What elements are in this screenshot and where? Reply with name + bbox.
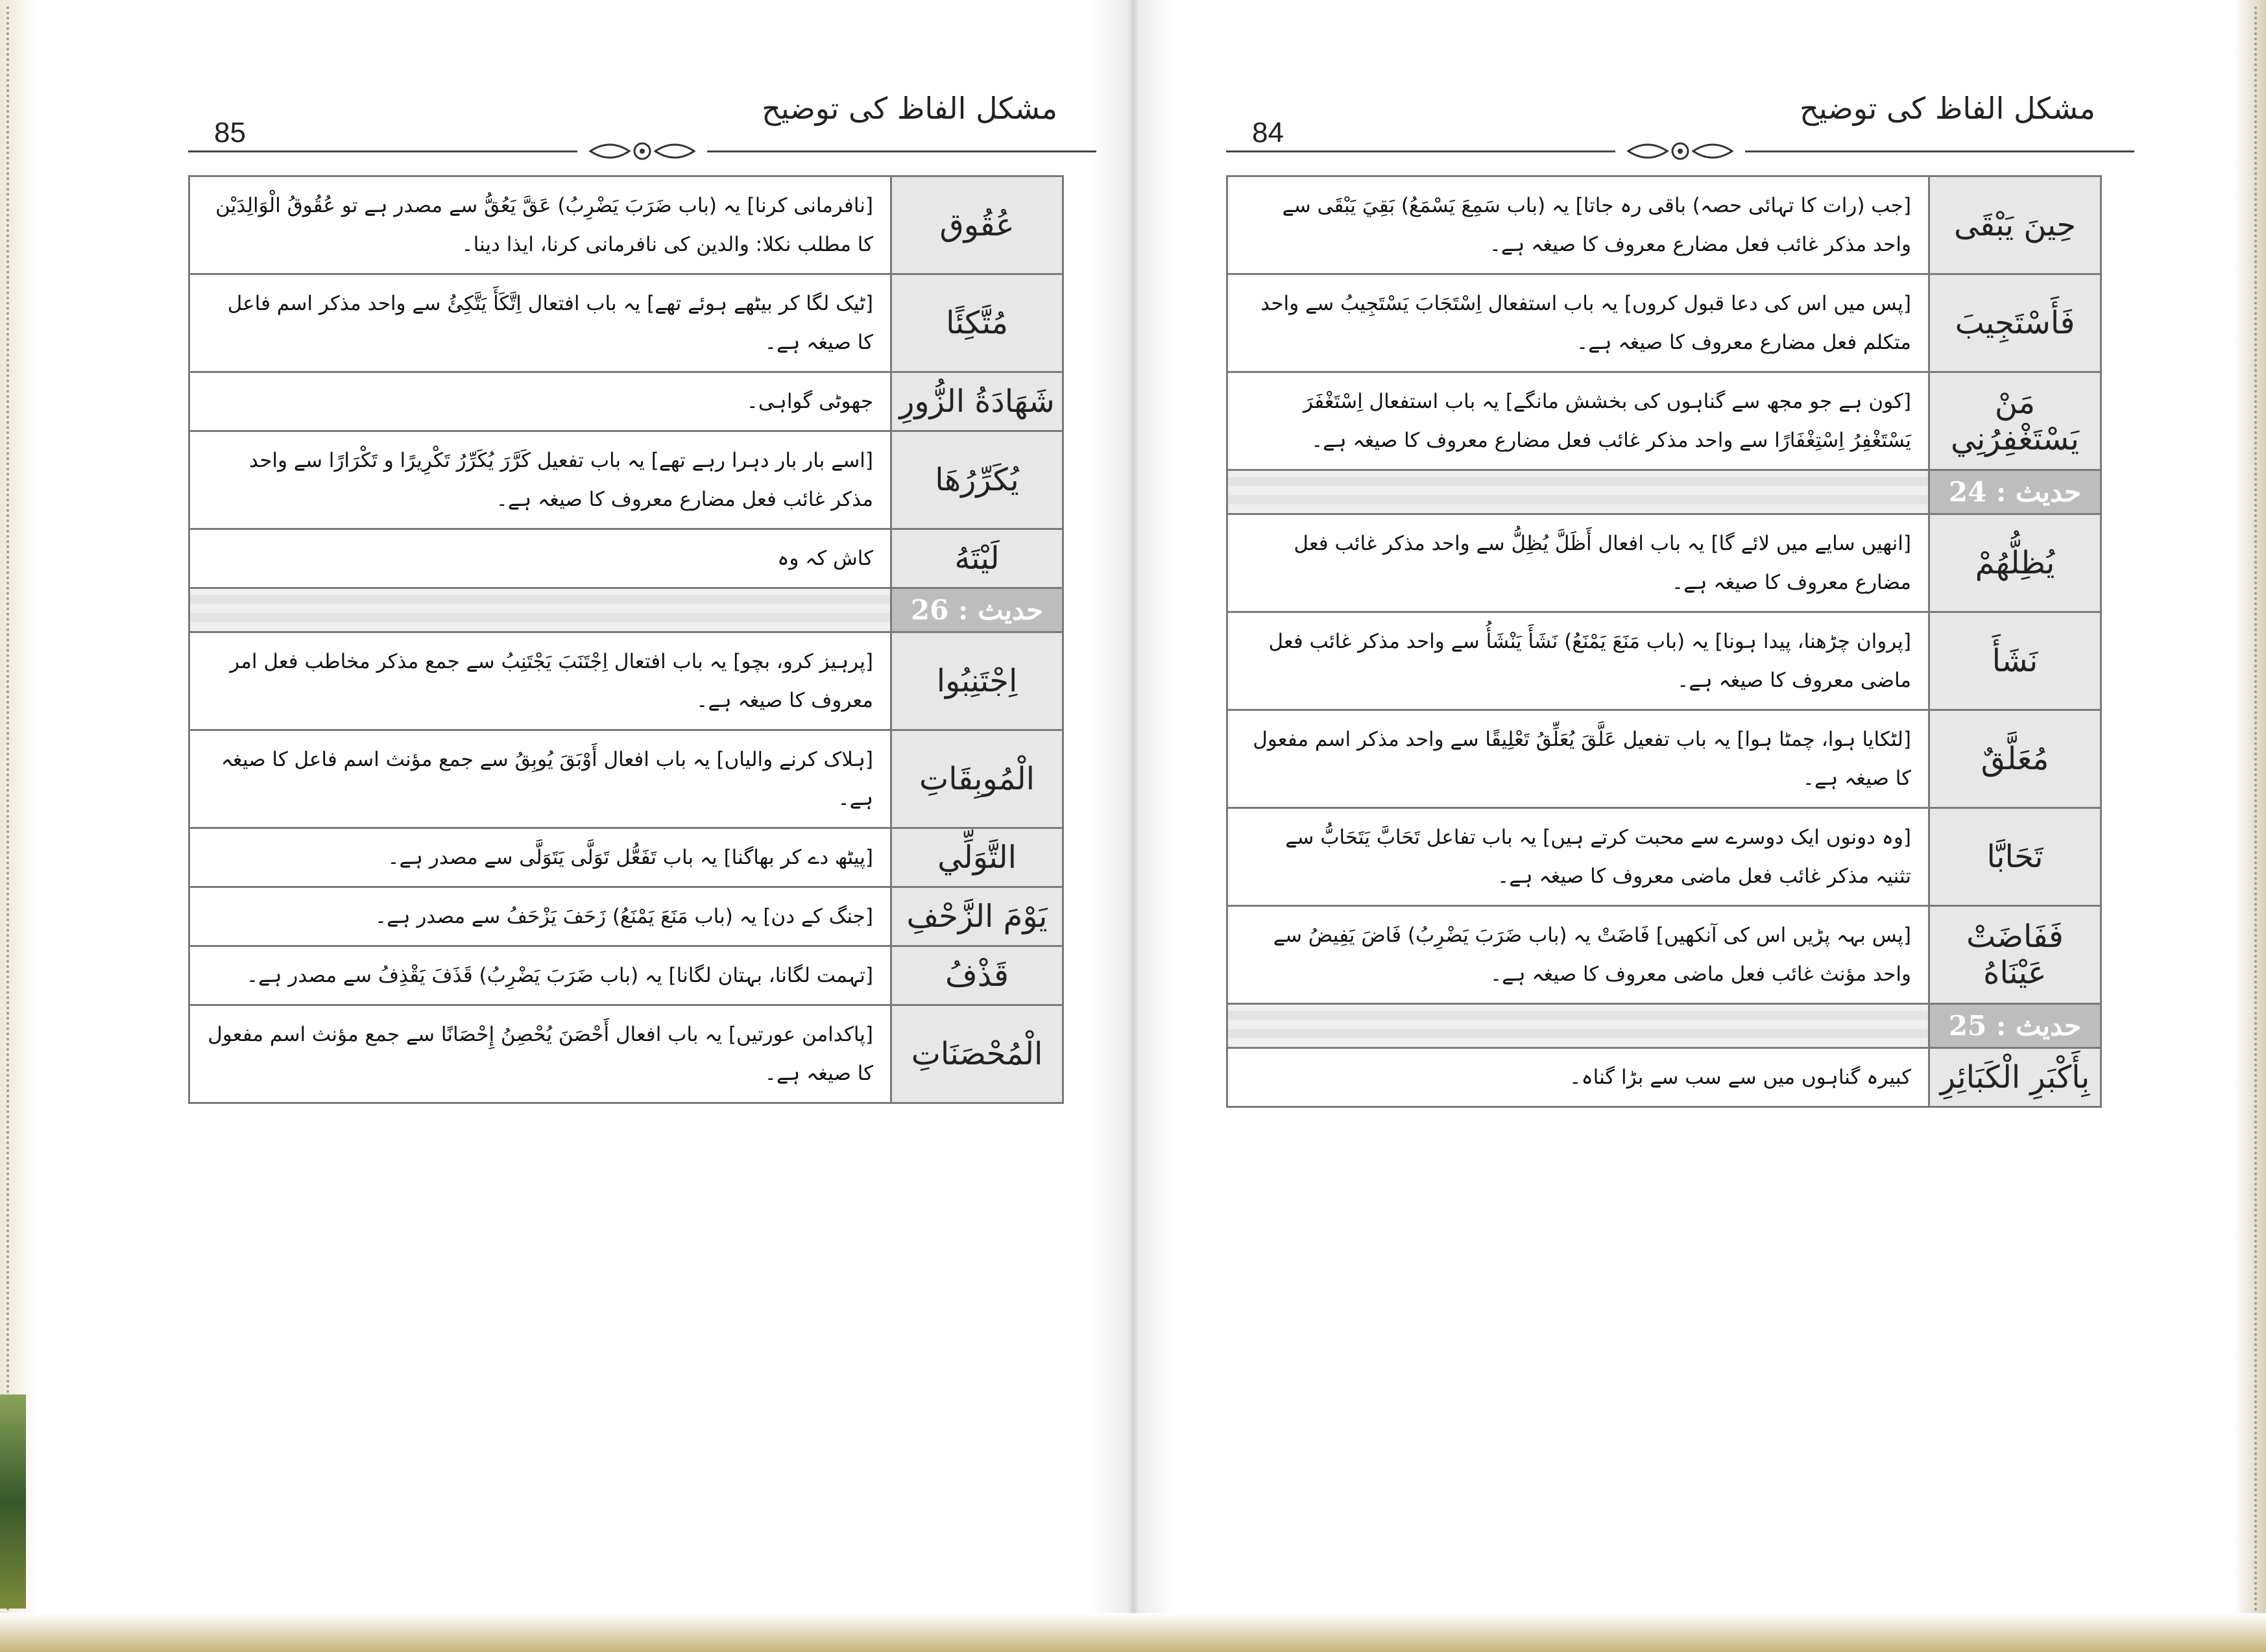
glossary-row — [189, 946, 1063, 1005]
glossary-definition: [انھیں سایے میں لائے گا] یہ باب افعال أَظَلَّ يُظِلُّ سے واحد مذکر غائب فعل مضارع معروف کا صیغہ ہے۔ — [1227, 514, 1929, 612]
glossary-term: حِينَ يَبْقَى — [1929, 176, 2101, 274]
glossary-definition: [پاکدامن عورتیں] یہ باب افعال أَحْصَنَ يُحْصِنُ إِحْصَانًا سے جمع مؤنث اسم مفعول کا صیغہ ہے۔ — [189, 1005, 891, 1103]
glossary-term: اِجْتَنِبُوا — [891, 632, 1063, 730]
glossary-row — [1227, 710, 2101, 808]
glossary-row — [189, 887, 1063, 946]
glossary-definition: [ٹیک لگا کر بیٹھے ہوئے تھے] یہ باب افتعال اِتَّكَأَ يَتَّكِئُ سے واحد مذکر اسم فاعل کا صیغہ ہے۔ — [189, 274, 891, 372]
glossary-row — [1227, 612, 2101, 710]
heading-filler — [1227, 1004, 1929, 1048]
glossary-row — [189, 1005, 1063, 1103]
glossary-definition: [پس میں اس کی دعا قبول کروں] یہ باب استفعال اِسْتَجَابَ يَسْتَجِيبُ سے واحد متکلم فعل مضارع معروف کا صیغہ ہے۔ — [1227, 274, 1929, 372]
hadith-number: حدیث : 24 — [1929, 470, 2101, 514]
glossary-definition: [جنگ کے دن] یہ (باب مَنَعَ يَمْنَعُ) زَحَفَ يَزْحَفُ سے مصدر ہے۔ — [189, 887, 891, 946]
glossary-term: قَذْفُ — [891, 946, 1063, 1005]
glossary-term: لَيْتَهُ — [891, 529, 1063, 588]
header-rule — [1226, 149, 2134, 153]
glossary-row — [1227, 274, 2101, 372]
glossary-row — [189, 529, 1063, 588]
glossary-definition: [نافرمانی کرنا] یہ (باب ضَرَبَ یَضْرِبُ) عَقَّ یَعُقُّ سے مصدر ہے تو عُقُوقُ الْوَالِدَيْن کا مطلب نکلا: والدین کی نافرمانی کرنا، ایذا دینا۔ — [189, 176, 891, 274]
glossary-definition: [تہمت لگانا، بہتان لگانا] یہ (باب ضَرَبَ يَضْرِبُ) قَذَفَ يَقْذِفُ سے مصدر ہے۔ — [189, 946, 891, 1005]
glossary-definition: [پیٹھ دے کر بھاگنا] یہ باب تَفَعُّل تَوَلَّى يَتَوَلَّى سے مصدر ہے۔ — [189, 828, 891, 887]
glossary-term: عُقُوق — [891, 176, 1063, 274]
page-number: 84 — [1252, 117, 1284, 149]
glossary-term: الْمُحْصَنَاتِ — [891, 1005, 1063, 1103]
glossary-term: يَوْمَ الزَّحْفِ — [891, 887, 1063, 946]
glossary-definition: کبیرہ گناہوں میں سے سب سے بڑا گناہ۔ — [1227, 1048, 1929, 1107]
page-84 — [1220, 91, 2154, 1524]
glossary-definition: [لٹکایا ہوا، چمٹا ہوا] یہ باب تفعیل عَلَّقَ يُعَلِّقُ تَعْلِيقًا سے واحد مذکر اسم مفعول کا صیغہ ہے۔ — [1227, 710, 1929, 808]
glossary-definition: جھوٹی گواہی۔ — [189, 372, 891, 431]
glossary-row — [1227, 808, 2101, 906]
book-bottom-edge — [0, 1613, 2266, 1652]
hadith-number: حدیث : 25 — [1929, 1004, 2101, 1048]
glossary-row — [1227, 1048, 2101, 1107]
header-ornament-icon — [577, 135, 707, 167]
glossary-definition: [پروان چڑھنا، پیدا ہونا] یہ (باب مَنَعَ يَمْنَعُ) نَشَأَ يَنْشَأُ سے واحد مذکر غائب فعل ماضی معروف کا صیغہ ہے۔ — [1227, 612, 1929, 710]
glossary-definition: [پس بہہ پڑیں اس کی آنکھیں] فَاضَتْ یہ (باب ضَرَبَ يَضْرِبُ) فَاضَ يَفِيضُ سے واحد مؤنث غائب فعل ماضی معروف کا صیغہ ہے۔ — [1227, 906, 1929, 1004]
glossary-row — [1227, 514, 2101, 612]
glossary-term: يُكَرِّرُهَا — [891, 431, 1063, 529]
glossary-term: فَأَسْتَجِيبَ — [1929, 274, 2101, 372]
glossary-term: بِأَكْبَرِ الْكَبَائِرِ — [1929, 1048, 2101, 1107]
glossary-definition: کاش کہ وہ — [189, 529, 891, 588]
glossary-term: يُظِلُّهُمْ — [1929, 514, 2101, 612]
glossary-term: تَحَابَّا — [1929, 808, 2101, 906]
hadith-number: حدیث : 26 — [891, 588, 1063, 632]
header-ornament-icon — [1615, 135, 1745, 167]
glossary-row — [189, 730, 1063, 828]
page-stack-edge-left — [6, 6, 21, 1628]
glossary-term: مُعَلَّقٌ — [1929, 710, 2101, 808]
glossary-table — [1226, 175, 2102, 1108]
page-stack-edge-right — [2243, 6, 2257, 1628]
glossary-term: الْمُوبِقَاتِ — [891, 730, 1063, 828]
glossary-definition: [کون ہے جو مجھ سے گناہوں کی بخشش مانگے] یہ باب استفعال اِسْتَغْفَرَ يَسْتَغْفِرُ اِسْتِغْفَارًا سے واحد مذکر غائب فعل مضارع معروف کا صیغہ ہے۔ — [1227, 372, 1929, 470]
glossary-row — [189, 431, 1063, 529]
page-number: 85 — [214, 117, 246, 149]
glossary-term: التَّوَلِّي — [891, 828, 1063, 887]
heading-filler — [1227, 470, 1929, 514]
glossary-term: مُتَّكِئًا — [891, 274, 1063, 372]
glossary-term: مَنْ يَسْتَغْفِرُنِي — [1929, 372, 2101, 470]
running-head: مشکل الفاظ کی توضیح — [762, 91, 1057, 126]
heading-filler — [189, 588, 891, 632]
glossary-table — [188, 175, 1064, 1104]
glossary-row — [189, 828, 1063, 887]
hadith-heading-row — [1227, 1004, 2101, 1048]
cover-ornament — [0, 1395, 26, 1609]
glossary-definition: [وہ دونوں ایک دوسرے سے محبت کرتے ہیں] یہ باب تفاعل تَحَابَّ يَتَحَابُّ سے تثنیہ مذکر غائب فعل ماضی معروف کا صیغہ ہے۔ — [1227, 808, 1929, 906]
glossary-row — [1227, 372, 2101, 470]
glossary-definition: [جب (رات کا تہائی حصہ) باقی رہ جاتا] یہ (باب سَمِعَ يَسْمَعُ) بَقِيَ يَبْقَى سے واحد مذکر غائب فعل مضارع معروف کا صیغہ ہے۔ — [1227, 176, 1929, 274]
page-85 — [182, 91, 1116, 1524]
glossary-row — [189, 372, 1063, 431]
glossary-row — [1227, 906, 2101, 1004]
glossary-definition: [پرہیز کرو، بچو] یہ باب افتعال اِجْتَنَبَ يَجْتَنِبُ سے جمع مذکر مخاطب فعل امر معروف کا صیغہ ہے۔ — [189, 632, 891, 730]
running-head: مشکل الفاظ کی توضیح — [1800, 91, 2095, 126]
header-rule — [188, 149, 1096, 153]
glossary-term: شَهَادَةُ الزُّورِ — [891, 372, 1063, 431]
glossary-row — [189, 274, 1063, 372]
glossary-term: فَفَاضَتْ عَيْنَاهُ — [1929, 906, 2101, 1004]
glossary-row — [1227, 176, 2101, 274]
glossary-row — [189, 176, 1063, 274]
glossary-definition: [ہلاک کرنے والیاں] یہ باب افعال أَوْبَقَ يُوبِقُ سے جمع مؤنث اسم فاعل کا صیغہ ہے۔ — [189, 730, 891, 828]
glossary-term: نَشَأَ — [1929, 612, 2101, 710]
hadith-heading-row — [1227, 470, 2101, 514]
glossary-row — [189, 632, 1063, 730]
glossary-definition: [اسے بار بار دہرا رہے تھے] یہ باب تفعیل کَرَّرَ يُكَرِّرُ تَكْرِيرًا و تَكْرَارًا سے واحد مذکر غائب فعل مضارع معروف کا صیغہ ہے۔ — [189, 431, 891, 529]
hadith-heading-row — [189, 588, 1063, 632]
